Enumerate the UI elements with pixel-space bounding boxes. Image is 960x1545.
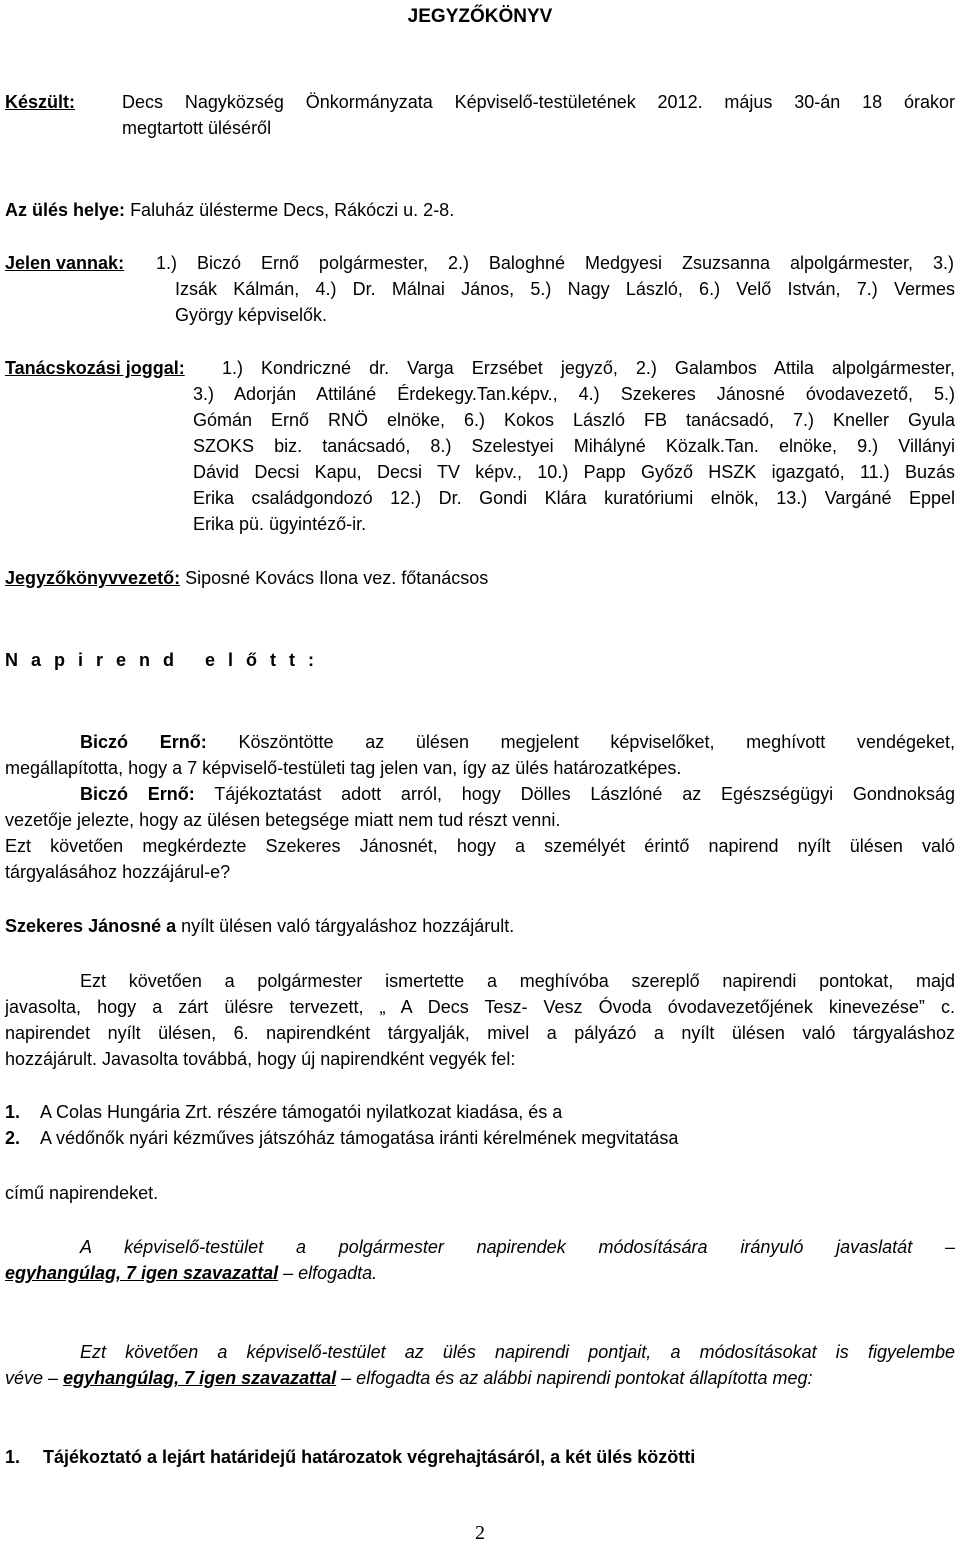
paragraph-5-line-3: napirendet nyílt ülésen, 6. napirendként tárgyalják, mivel a pályázó a nyílt ülésen való tárgyaláshoz [5,1023,955,1043]
list-item-number: 2. [5,1128,21,1148]
tanacskozasi-line-1: 1.) Kondriczné dr. Varga Erzsébet jegyző, 2.) Galambos Attila alpolgármester, [222,358,955,378]
list-item-text: A Colas Hungária Zrt. részére támogatói nyilatkozat kiadása, és a [40,1102,563,1122]
jegyzokonyvvezeto-text: Siposné Kovács Ilona vez. főtanácsos [185,568,489,588]
tanacskozasi-line-7: Erika pü. ügyintéző-ir. [193,514,367,534]
tanacskozasi-line-3: Gómán Ernő RNÖ elnöke, 6.) Kokos László FB tanácsadó, 7.) Kneller Gyula [193,410,955,430]
tanacskozasi-line-6: Erika családgondozó 12.) Dr. Gondi Klára kuratóriumi elnök, 13.) Vargáné Eppel [193,488,955,508]
keszult-line-1: Decs Nagyközség Önkormányzata Képviselő-testületének 2012. május 30-án 18 órakor [122,92,955,112]
tanacskozasi-line-5: Dávid Decsi Kapu, Decsi TV képv., 10.) Papp Győző HSZK igazgató, 11.) Buzás [193,462,955,482]
jelen-label: Jelen vannak: [5,253,125,273]
tanacskozasi-label: Tanácskozási joggal: [5,358,185,378]
paragraph-5-line-4: hozzájárult. Javasolta továbbá, hogy új napirendként vegyék fel: [5,1049,516,1069]
tanacskozasi-line-2: 3.) Adorján Attiláné Érdekegy.Tan.képv., 4.) Szekeres Jánosné óvodavezető, 5.) [193,384,955,404]
jelen-line-1: 1.) Biczó Ernő polgármester, 2.) Baloghné Medgyesi Zsuzsanna alpolgármester, 3.) [156,253,954,273]
list-item-number: 1. [5,1102,21,1122]
keszult-line-2: megtartott üléséről [122,118,272,138]
paragraph-1-line-1: Biczó Ernő: Köszöntötte az ülésen megjelent képviselőket, meghívott vendégeket, [80,732,955,752]
paragraph-6-line-2: egyhangúlag, 7 igen szavazattal – elfogadta. [5,1263,378,1283]
agenda-item-text: Tájékoztató a lejárt határidejű határozatok végrehajtásáról, a két ülés közötti [43,1447,696,1467]
paragraph-1-line-2: megállapította, hogy a 7 képviselő-testületi tag jelen van, így az ülés határozatképes. [5,758,682,778]
napirend-elott-heading: N a p i r e n d e l ő t t : [5,650,319,670]
list-item-text: A védőnők nyári kézműves játszóház támogatása iránti kérelmének megvitatása [40,1128,679,1148]
cimu-napirendeket: című napirendeket. [5,1183,159,1203]
agenda-item-number: 1. [5,1447,21,1467]
paragraph-3-line-1: Ezt követően megkérdezte Szekeres Jánosnét, hogy a személyét érintő napirend nyílt ülésen való [5,836,955,856]
paragraph-7-line-1: Ezt követően a képviselő-testület az ülés napirendi pontjait, a módosításokat is figyelembe [80,1342,955,1362]
paragraph-5-line-1: Ezt követően a polgármester ismertette a meghívóba szereplő napirendi pontokat, majd [80,971,955,991]
ules-helye-label: Az ülés helye: [5,200,126,220]
paragraph-6-line-1: A képviselő-testület a polgármester napirendek módosítására irányuló javaslatát – [80,1237,955,1257]
list-item [5,1128,20,1149]
paragraph-3-line-2: tárgyalásához hozzájárul-e? [5,862,231,882]
keszult-label: Készült: [5,92,76,112]
jelen-line-3: György képviselők. [175,305,328,325]
jegyzokonyvvezeto [5,568,488,589]
jegyzokonyvvezeto-label: Jegyzőkönyvvezető: [5,568,181,588]
paragraph-7-line-2: véve – egyhangúlag, 7 igen szavazattal – elfogadta és az alábbi napirendi pontokat állapította meg: [5,1368,813,1388]
paragraph-2-line-1: Biczó Ernő: Tájékoztatást adott arról, hogy Dölles Lászlóné az Egészségügyi Gondnokság [80,784,955,804]
document-title: JEGYZŐKÖNYV [407,6,553,27]
page-number: 2 [475,1522,485,1544]
paragraph-2-line-2: vezetője jelezte, hogy az ülésen betegsége miatt nem tud részt venni. [5,810,561,830]
paragraph-5-line-2: javasolta, hogy a zárt ülésre tervezett, „ A Decs Tesz- Vesz Óvoda óvodavezetőjének kinevezése” c. [5,997,955,1017]
paragraph-4: Szekeres Jánosné a nyílt ülésen való tárgyaláshoz hozzájárult. [5,916,515,936]
ules-helye-text: Faluház ülésterme Decs, Rákóczi u. 2-8. [130,200,455,220]
ules-helye [5,200,454,221]
jelen-line-2: Izsák Kálmán, 4.) Dr. Málnai János, 5.) Nagy László, 6.) Velő István, 7.) Vermes [175,279,955,299]
tanacskozasi-line-4: SZOKS biz. tanácsadó, 8.) Szelestyei Mihályné Közalk.Tan. elnöke, 9.) Villányi [193,436,955,456]
list-item [5,1102,20,1123]
